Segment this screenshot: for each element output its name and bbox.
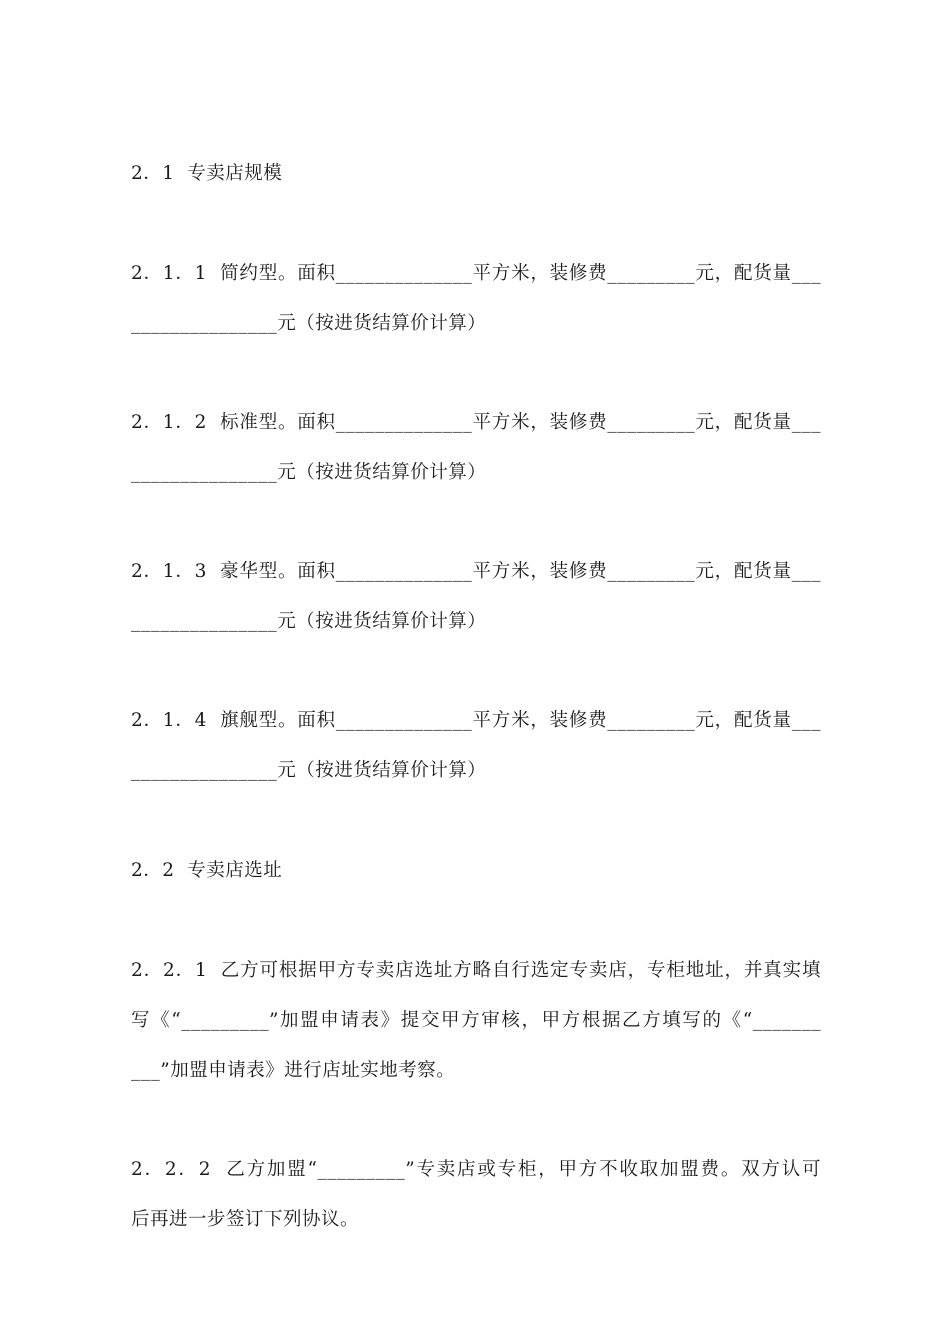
clause-2-1-1-line-2: _______________元（按进货结算价计算） — [131, 313, 487, 334]
section-heading-2-1: 2．1 专卖店规模 — [131, 163, 283, 184]
clause-2-2-2-line-1: 2．2．2 乙方加盟“_________”专卖店或专柜，甲方不收取加盟费。双方认可 — [131, 1159, 821, 1180]
clause-2-1-2-line-1: 2．1．2 标准型。面积______________平方米，装修费_________元，配货量___ — [131, 412, 821, 433]
clause-2-1-3-line-2: _______________元（按进货结算价计算） — [131, 611, 487, 632]
clause-2-2-1-line-1: 2．2．1 乙方可根据甲方专卖店选址方略自行选定专卖店，专柜地址，并真实填 — [131, 960, 821, 981]
clause-2-2-1-line-2: 写《“_________”加盟申请表》提交甲方审核，甲方根据乙方填写的《“_______ — [131, 1010, 821, 1031]
clause-2-1-4-line-1: 2．1．4 旗舰型。面积______________平方米，装修费_________元，配货量___ — [131, 710, 821, 731]
clause-2-1-1-line-1: 2．1．1 简约型。面积______________平方米，装修费_________元，配货量___ — [131, 263, 821, 284]
clause-2-1-4-line-2: _______________元（按进货结算价计算） — [131, 760, 487, 781]
clause-2-2-1-line-3: ___”加盟申请表》进行店址实地考察。 — [131, 1060, 456, 1081]
clause-2-1-2-line-2: _______________元（按进货结算价计算） — [131, 462, 487, 483]
clause-2-1-3-line-1: 2．1．3 豪华型。面积______________平方米，装修费_________元，配货量___ — [131, 561, 821, 582]
clause-2-2-2-line-2: 后再进一步签订下列协议。 — [131, 1209, 360, 1230]
section-heading-2-2: 2．2 专卖店选址 — [131, 860, 283, 881]
